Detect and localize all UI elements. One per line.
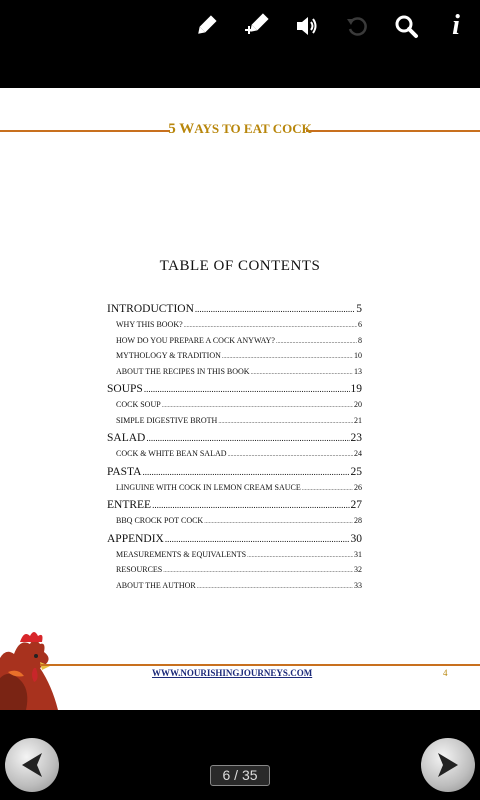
toc-dot-leader bbox=[162, 403, 353, 409]
footer-website-link[interactable]: WWW.NOURISHINGJOURNEYS.COM bbox=[152, 668, 313, 678]
next-page-button[interactable] bbox=[421, 738, 475, 792]
toc-entry-label: WHY THIS BOOK? bbox=[116, 320, 183, 329]
toc-section-entry[interactable] bbox=[107, 533, 362, 550]
toc-entry-page-number: 13 bbox=[354, 366, 362, 376]
rotate-icon bbox=[341, 10, 373, 42]
toc-dot-leader bbox=[218, 419, 353, 425]
toc-section-entry[interactable] bbox=[107, 432, 362, 449]
toc-entry-page-number: 8 bbox=[358, 335, 362, 345]
toc-entry-page-number: 5 bbox=[356, 303, 362, 315]
bottom-navigation-bar bbox=[0, 710, 480, 800]
toc-subsection-entry[interactable] bbox=[107, 581, 362, 597]
toc-section-entry[interactable] bbox=[107, 303, 362, 320]
toc-entry-label: SIMPLE DIGESTIVE BROTH bbox=[116, 415, 218, 425]
toc-subsection-entry[interactable] bbox=[107, 550, 362, 566]
toc-entry-page-number: 23 bbox=[350, 432, 362, 444]
toc-dot-leader bbox=[146, 433, 349, 443]
toc-entry-label: PASTA bbox=[107, 465, 142, 478]
toc-entry-page-number: 24 bbox=[354, 449, 362, 458]
toc-dot-leader bbox=[251, 370, 353, 376]
toc-entry-page-number: 32 bbox=[354, 565, 362, 574]
arrow-right-icon bbox=[434, 751, 462, 779]
toc-dot-leader bbox=[197, 584, 353, 590]
table-of-contents bbox=[107, 302, 362, 596]
volume-icon[interactable] bbox=[291, 10, 323, 42]
toc-entry-label: COCK & WHITE BEAN SALAD bbox=[116, 449, 227, 458]
toc-entry-page-number: 31 bbox=[354, 549, 362, 559]
footer-rule bbox=[40, 664, 480, 666]
toc-entry-label: APPENDIX bbox=[107, 532, 164, 545]
toc-entry-page-number: 26 bbox=[354, 482, 362, 492]
toc-dot-leader bbox=[184, 323, 357, 329]
toc-entry-label: SALAD bbox=[107, 432, 146, 444]
toc-entry-page-number: 10 bbox=[354, 351, 362, 360]
toc-entry-label: ABOUT THE AUTHOR bbox=[116, 580, 196, 590]
toc-section-entry[interactable] bbox=[107, 466, 362, 483]
toc-entry-label: ENTREE bbox=[107, 499, 152, 511]
toc-entry-page-number: 19 bbox=[350, 383, 362, 395]
toc-section-entry[interactable] bbox=[107, 499, 362, 516]
toc-entry-page-number: 21 bbox=[354, 415, 362, 425]
toc-subsection-entry[interactable] bbox=[107, 320, 362, 336]
toc-entry-label: ABOUT THE RECIPES IN THIS BOOK bbox=[116, 366, 250, 376]
toc-entry-label: SOUPS bbox=[107, 383, 143, 395]
toc-subsection-entry[interactable] bbox=[107, 351, 362, 367]
toc-subsection-entry[interactable] bbox=[107, 400, 362, 416]
toc-subsection-entry[interactable] bbox=[107, 483, 362, 499]
toc-dot-leader bbox=[142, 467, 349, 477]
toc-dot-leader bbox=[302, 486, 353, 492]
header-title-rest: AYS TO EAT COCK bbox=[194, 121, 312, 136]
toc-subsection-entry[interactable] bbox=[107, 449, 362, 465]
toc-subsection-entry[interactable] bbox=[107, 336, 362, 352]
pen-icon[interactable] bbox=[190, 10, 222, 42]
toc-entry-page-number: 6 bbox=[358, 320, 362, 329]
info-icon[interactable]: i bbox=[452, 10, 460, 41]
toc-dot-leader bbox=[247, 553, 353, 559]
toc-dot-leader bbox=[276, 339, 357, 345]
toc-entry-label: MEASUREMENTS & EQUIVALENTS bbox=[116, 549, 247, 559]
toc-dot-leader bbox=[144, 384, 350, 394]
toc-entry-page-number: 30 bbox=[350, 532, 362, 545]
toc-subsection-entry[interactable] bbox=[107, 416, 362, 432]
toc-entry-page-number: 28 bbox=[354, 516, 362, 525]
toc-dot-leader bbox=[195, 304, 355, 314]
book-page bbox=[0, 88, 480, 710]
toc-subsection-entry[interactable] bbox=[107, 367, 362, 383]
toc-entry-page-number: 25 bbox=[350, 465, 362, 478]
header-title-first: 5 W bbox=[168, 121, 195, 137]
toc-subsection-entry[interactable] bbox=[107, 516, 362, 532]
toc-heading: TABLE OF CONTENTS bbox=[159, 258, 321, 274]
toc-dot-leader bbox=[152, 500, 349, 510]
toc-dot-leader bbox=[204, 519, 353, 525]
toc-entry-page-number: 33 bbox=[354, 580, 362, 590]
pen-add-icon[interactable] bbox=[240, 10, 272, 42]
toc-entry-label: BBQ CROCK POT COCK bbox=[116, 516, 204, 525]
page-counter: 6 / 35 bbox=[210, 765, 270, 786]
footer-page-mark: 4 bbox=[443, 668, 448, 678]
toc-entry-page-number: 27 bbox=[350, 499, 362, 511]
arrow-left-icon bbox=[18, 751, 46, 779]
toc-entry-label: COCK SOUP bbox=[116, 400, 161, 409]
top-toolbar bbox=[0, 0, 480, 88]
toc-entry-label: INTRODUCTION bbox=[107, 303, 194, 315]
toc-entry-label: LINGUINE WITH COCK IN LEMON CREAM SAUCE bbox=[116, 482, 301, 492]
previous-page-button[interactable] bbox=[5, 738, 59, 792]
toc-dot-leader bbox=[163, 568, 353, 574]
toc-dot-leader bbox=[222, 354, 353, 360]
toc-section-entry[interactable] bbox=[107, 383, 362, 400]
rooster-image bbox=[0, 628, 64, 710]
toc-dot-leader bbox=[228, 452, 353, 458]
toc-subsection-entry[interactable] bbox=[107, 565, 362, 581]
toc-entry-label: MYTHOLOGY & TRADITION bbox=[116, 351, 221, 360]
toc-entry-label: HOW DO YOU PREPARE A COCK ANYWAY? bbox=[116, 335, 275, 345]
book-header-title bbox=[0, 121, 480, 138]
toc-entry-label: RESOURCES bbox=[116, 565, 163, 574]
search-icon[interactable] bbox=[390, 10, 422, 42]
toc-dot-leader bbox=[165, 534, 350, 544]
toc-entry-page-number: 20 bbox=[354, 400, 362, 409]
